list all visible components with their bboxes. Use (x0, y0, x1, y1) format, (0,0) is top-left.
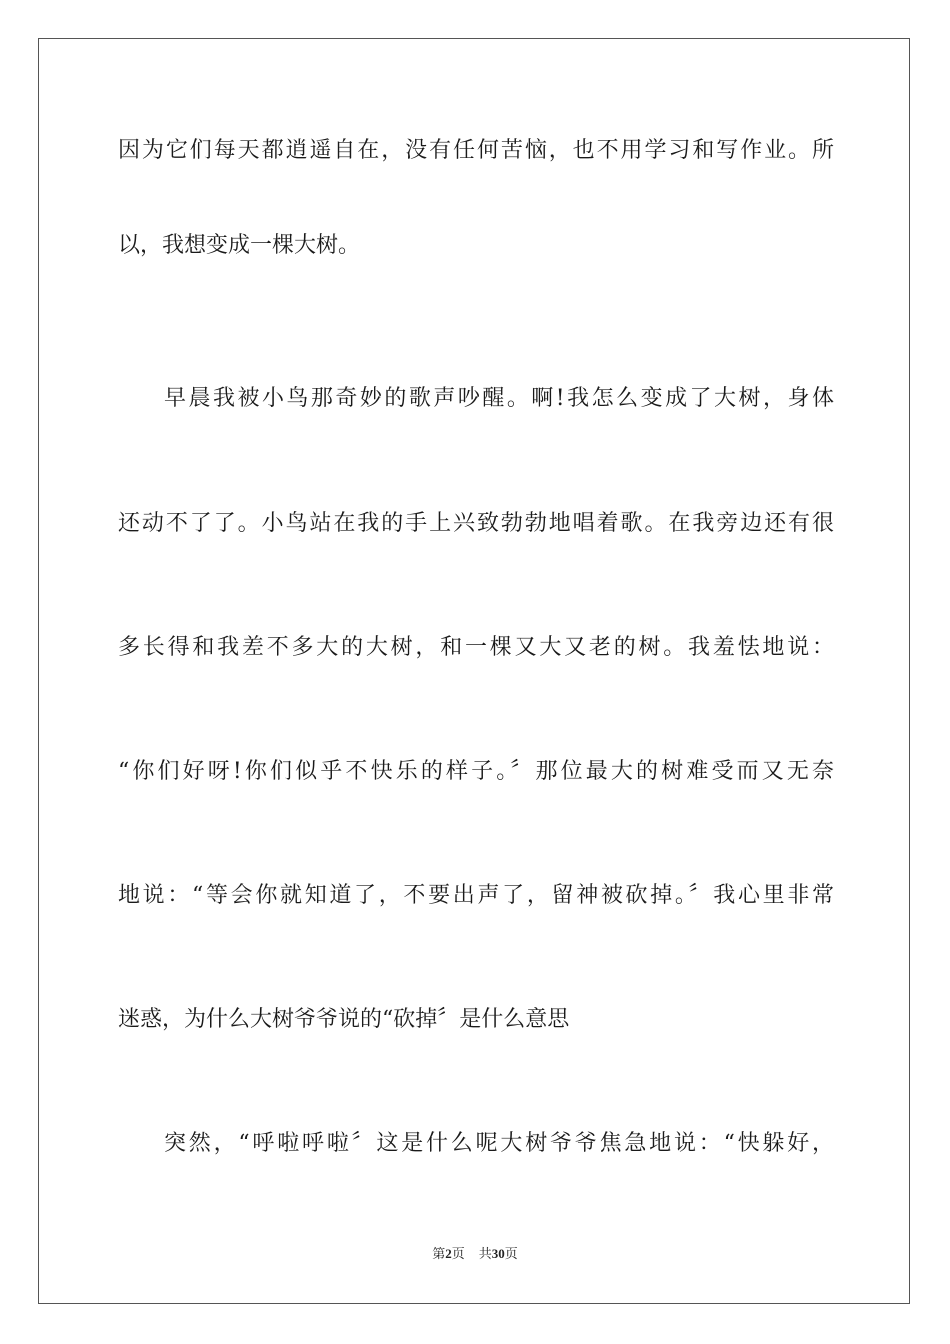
body-text-line: 地说：“等会你就知道了，不要出声了，留神被砍掉。〞我心里非常 (118, 883, 834, 908)
body-text-line: “你们好呀!你们似乎不快乐的样子。〞那位最大的树难受而又无奈 (118, 759, 834, 784)
footer-total-unit: 页 (504, 1247, 518, 1262)
paragraph-start-line: 突然，“呼啦呼啦〞这是什么呢大树爷爷焦急地说：“快躲好， (164, 1131, 834, 1156)
body-text-line: 迷惑，为什么大树爷爷说的“砍掉〞是什么意思 (118, 1007, 570, 1032)
footer-page-unit: 页 (451, 1247, 465, 1262)
paragraph-start-line: 早晨我被小鸟那奇妙的歌声吵醒。啊!我怎么变成了大树，身体 (164, 386, 834, 411)
footer-total-prefix: 共 (478, 1247, 492, 1262)
total-pages-number: 30 (491, 1246, 505, 1261)
current-page-number: 2 (445, 1246, 452, 1261)
body-text-line: 以，我想变成一棵大树。 (118, 233, 361, 258)
body-text-line: 还动不了了。小鸟站在我的手上兴致勃勃地唱着歌。在我旁边还有很 (118, 511, 834, 536)
footer-prefix: 第 (432, 1247, 446, 1262)
page-border (38, 38, 910, 1304)
body-text-line: 因为它们每天都逍遥自在，没有任何苦恼，也不用学习和写作业。所 (118, 138, 834, 163)
body-text-line: 多长得和我差不多大的大树，和一棵又大又老的树。我羞怯地说： (118, 635, 834, 660)
page-footer (0, 1245, 950, 1264)
